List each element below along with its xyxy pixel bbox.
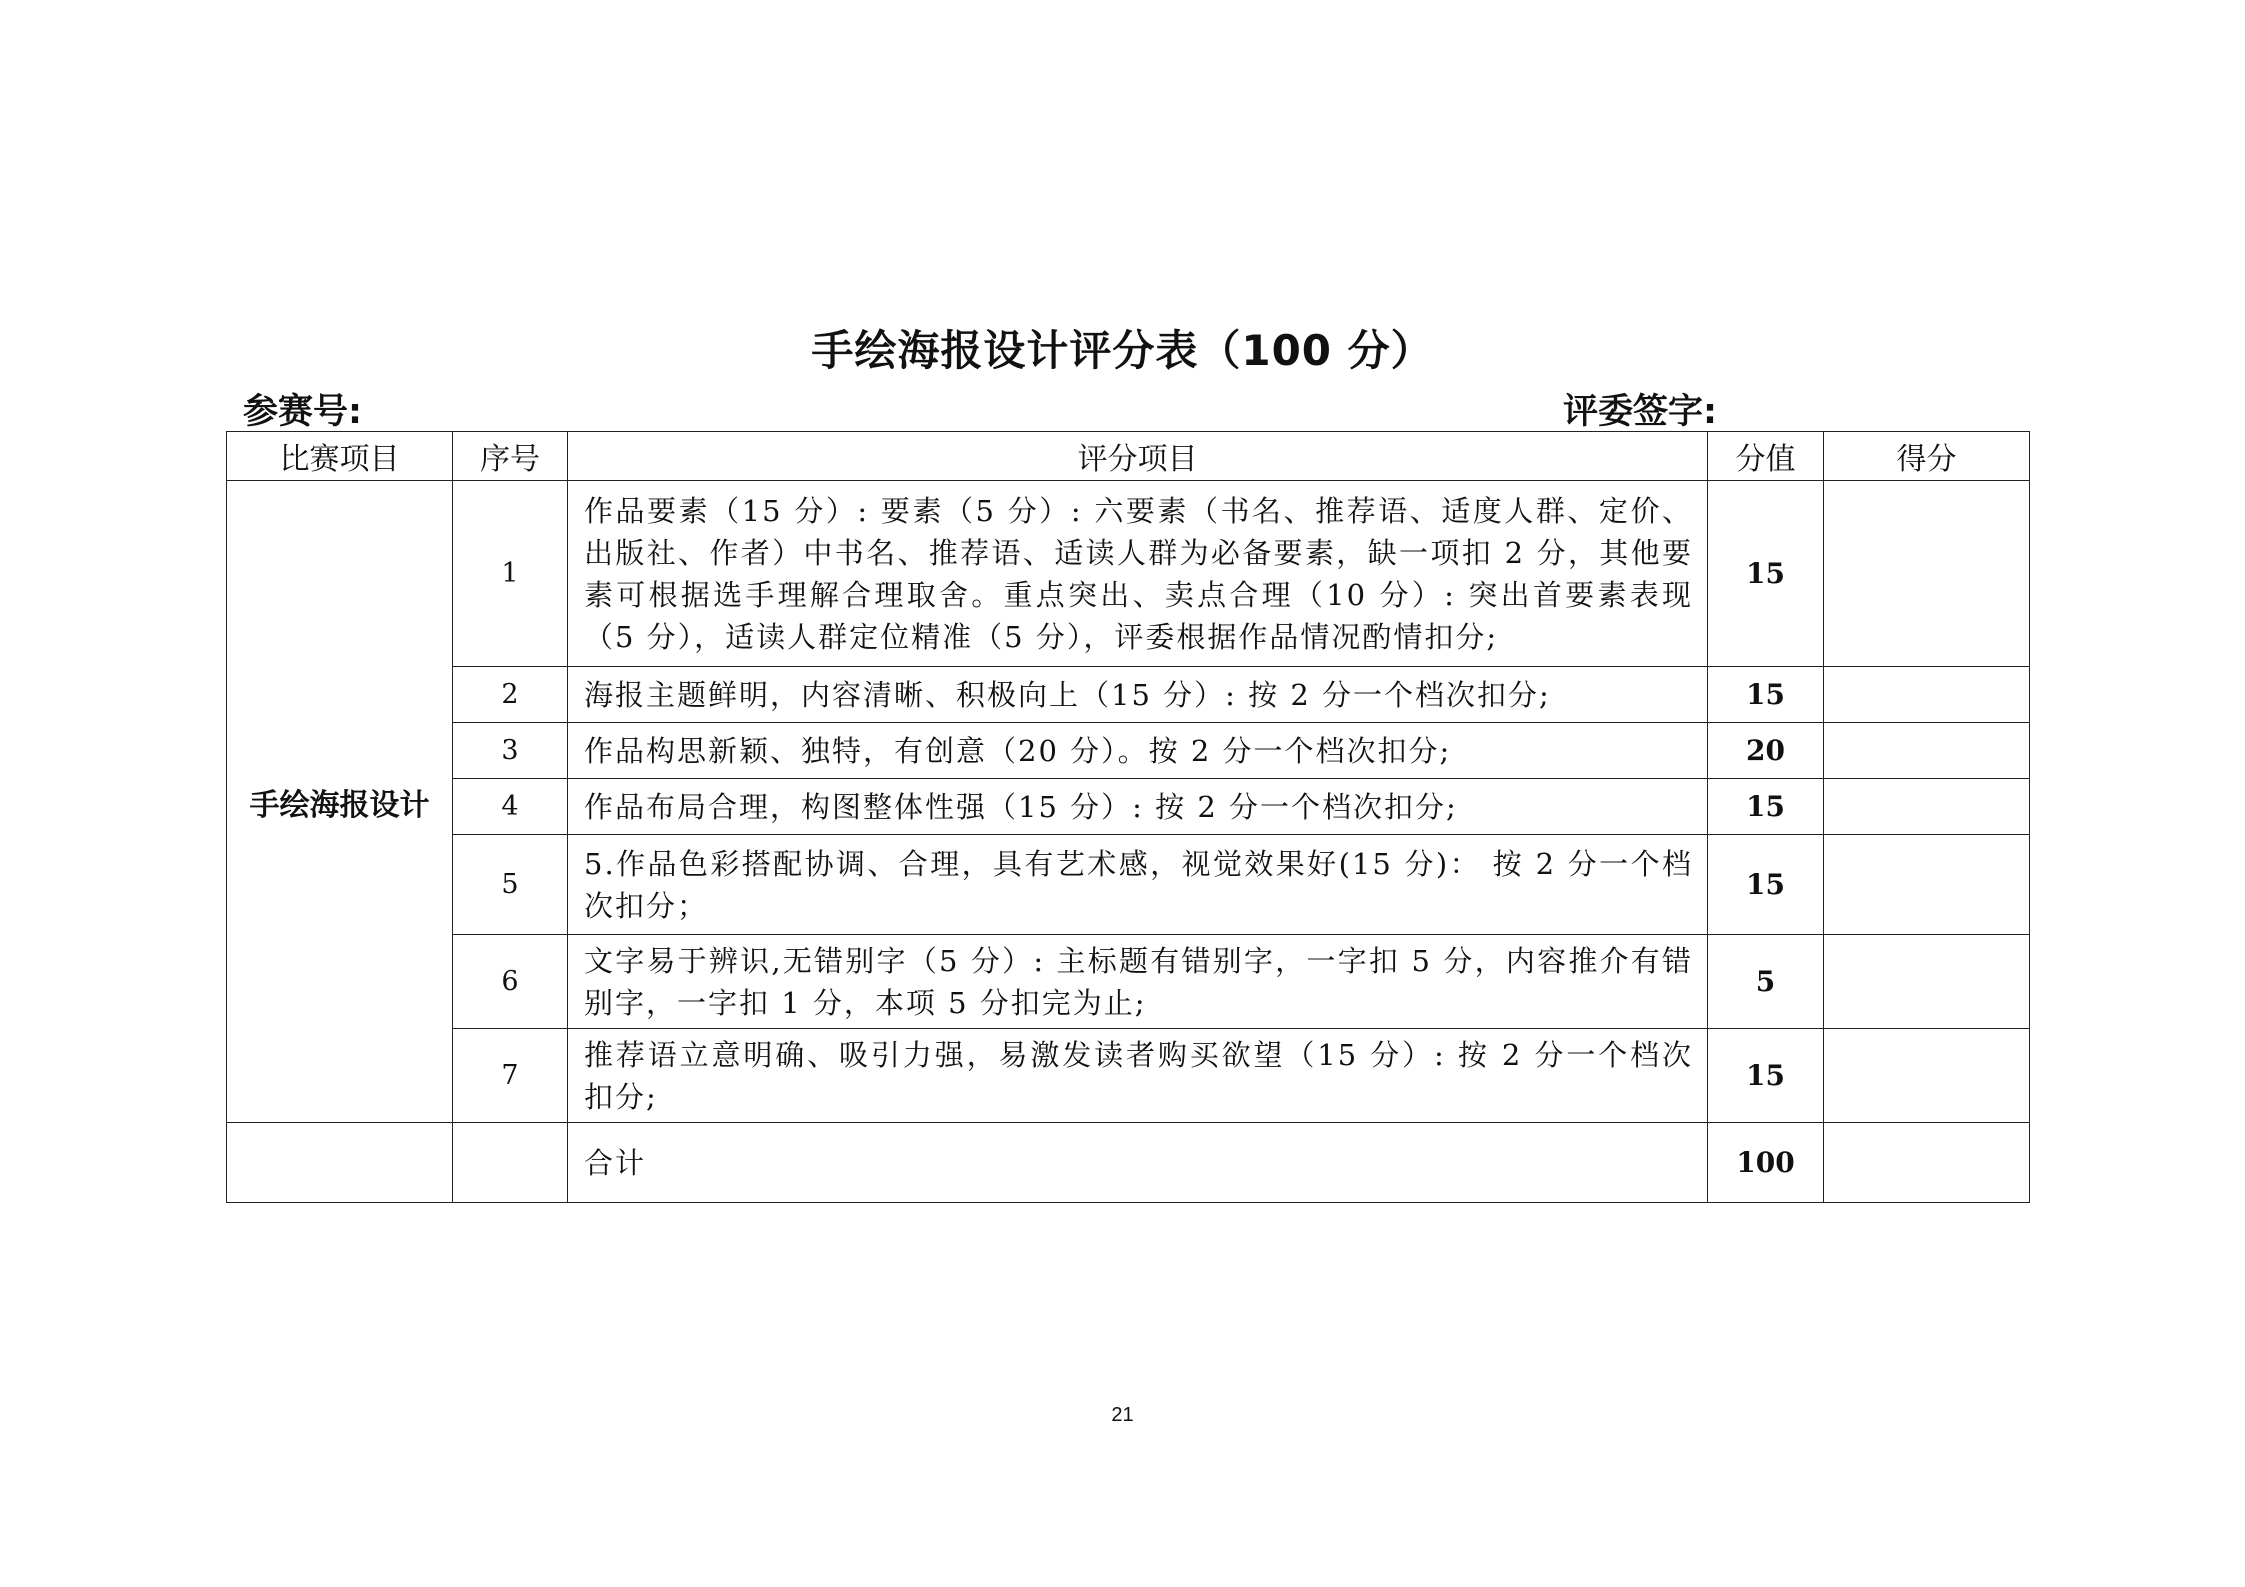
points-value: 15: [1708, 1029, 1824, 1123]
score-input-cell[interactable]: [1824, 481, 2030, 667]
criteria-text: 文字易于辨识,无错别字（5 分）: 主标题有错别字，一字扣 5 分，内容推介有错别字，一字扣 1 分，本项 5 分扣完为止;: [568, 935, 1708, 1029]
row-number: 7: [453, 1029, 568, 1123]
criteria-text: 作品要素（15 分）: 要素（5 分）: 六要素（书名、推荐语、适度人群、定价、出版社、作者）中书名、推荐语、适读人群为必备要素，缺一项扣 2 分，其他要素可根据选手理解合理取舍。重点突出、卖点合理（10 分）: 突出首要素表现（5 分），适读人群定位精准（5 分），评委根据作品情况酌情扣分;: [568, 481, 1708, 667]
row-number: 2: [453, 667, 568, 723]
column-header-criteria: 评分项目: [568, 432, 1708, 481]
table-row: [227, 779, 2030, 835]
score-input-cell[interactable]: [1824, 723, 2030, 779]
total-points-value: 100: [1708, 1123, 1824, 1203]
score-input-cell[interactable]: [1824, 835, 2030, 935]
page-number: 21: [1111, 1404, 1134, 1426]
category-cell: 手绘海报设计: [227, 481, 453, 1123]
score-input-cell[interactable]: [1824, 779, 2030, 835]
row-number: 3: [453, 723, 568, 779]
column-header-category: 比赛项目: [227, 432, 453, 481]
points-value: 15: [1708, 667, 1824, 723]
total-number-cell: [453, 1123, 568, 1203]
criteria-text: 5.作品色彩搭配协调、合理，具有艺术感，视觉效果好(15 分)： 按 2 分一个档次扣分；: [568, 835, 1708, 935]
points-value: 5: [1708, 935, 1824, 1029]
total-category-cell: [227, 1123, 453, 1203]
entry-number-label: 参赛号:: [243, 392, 362, 432]
judge-signature-label: 评委签字:: [1563, 392, 1717, 432]
criteria-text: 海报主题鲜明，内容清晰、积极向上（15 分）: 按 2 分一个档次扣分;: [568, 667, 1708, 723]
table-row: [227, 723, 2030, 779]
row-number: 6: [453, 935, 568, 1029]
row-number: 1: [453, 481, 568, 667]
score-input-cell[interactable]: [1824, 1029, 2030, 1123]
points-value: 15: [1708, 481, 1824, 667]
table-row: [227, 835, 2030, 935]
row-number: 4: [453, 779, 568, 835]
table-header-row: [227, 432, 2030, 481]
column-header-number: 序号: [453, 432, 568, 481]
points-value: 15: [1708, 835, 1824, 935]
points-value: 15: [1708, 779, 1824, 835]
total-row: [227, 1123, 2030, 1203]
table-row: [227, 481, 2030, 667]
column-header-score: 得分: [1824, 432, 2030, 481]
score-input-cell[interactable]: [1824, 667, 2030, 723]
score-input-cell[interactable]: [1824, 935, 2030, 1029]
criteria-text: 作品构思新颖、独特，有创意（20 分）。按 2 分一个档次扣分;: [568, 723, 1708, 779]
criteria-text: 推荐语立意明确、吸引力强，易激发读者购买欲望（15 分）: 按 2 分一个档次扣分;: [568, 1029, 1708, 1123]
table-row: [227, 1029, 2030, 1123]
total-label: 合计: [568, 1123, 1708, 1203]
table-row: [227, 667, 2030, 723]
total-score-input-cell[interactable]: [1824, 1123, 2030, 1203]
row-number: 5: [453, 835, 568, 935]
criteria-text: 作品布局合理，构图整体性强（15 分）: 按 2 分一个档次扣分;: [568, 779, 1708, 835]
column-header-value: 分值: [1708, 432, 1824, 481]
table-row: [227, 935, 2030, 1029]
page-title: 手绘海报设计评分表（100 分）: [811, 326, 1434, 375]
points-value: 20: [1708, 723, 1824, 779]
scoring-table: [226, 431, 2030, 1203]
